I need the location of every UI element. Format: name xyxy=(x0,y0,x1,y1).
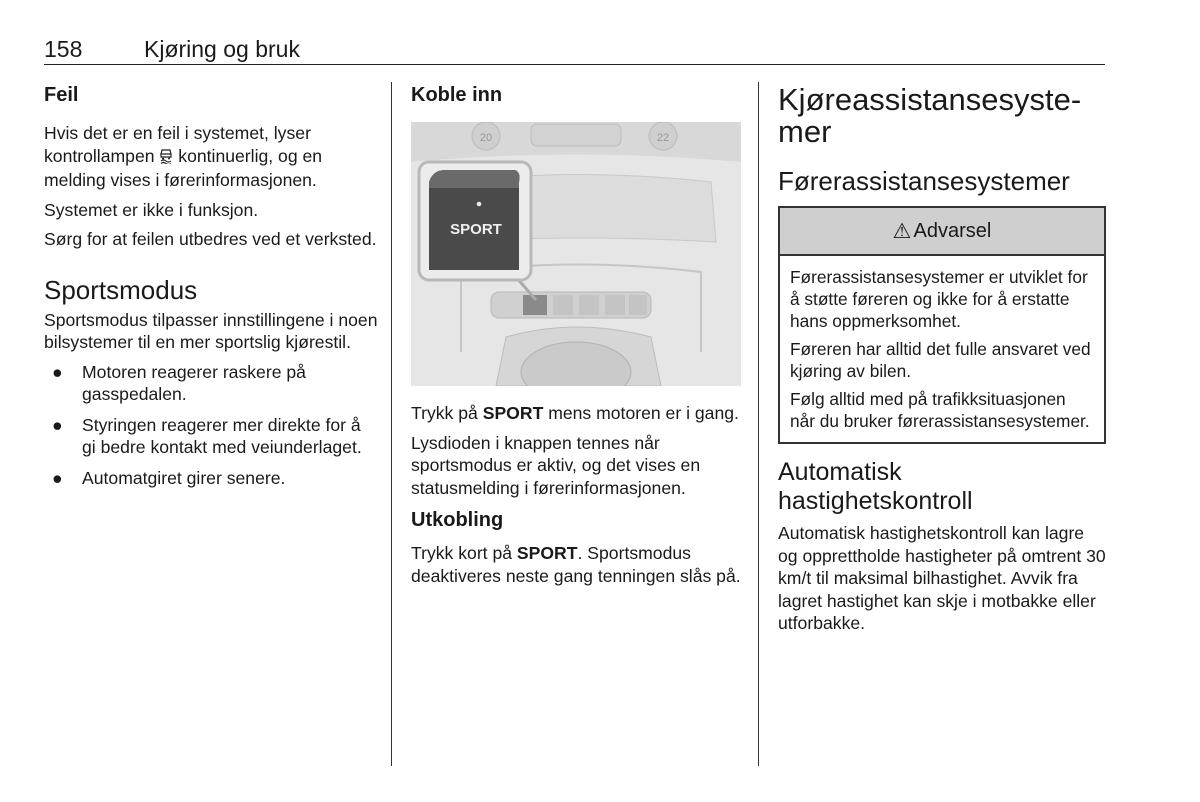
paragraph: Lysdioden i knappen tennes når sportsmodus er aktiv, og det vises en statusmelding i førerinformasjonen. xyxy=(411,432,701,498)
paragraph: Hvis det er en feil i systemet, lyser kontrollampen kontinuerlig, og en melding vises i førerinformasjonen. xyxy=(44,123,323,190)
bullet-icon: ● xyxy=(52,361,63,382)
column-divider xyxy=(391,82,392,766)
page-header xyxy=(44,34,1105,65)
column-middle xyxy=(411,82,741,594)
section-heading-sportsmodus: Sportsmodus xyxy=(44,274,198,305)
paragraph: Trykk kort på SPORT. Sportsmodus deaktiveres neste gang tenningen slås på. xyxy=(411,543,741,586)
list-item: ● Styringen reagerer mer direkte for å gi bedre kontakt med veiunderlaget. xyxy=(52,414,362,457)
section-heading: Automatisk hastighetskontroll xyxy=(778,458,973,515)
column-left xyxy=(44,82,378,497)
paragraph: Førerassistansesystemer er utviklet for å støtte føreren og ikke for å erstatte hans oppmerksomhet. xyxy=(790,267,1088,331)
warning-triangle-icon: ⚠ xyxy=(892,219,912,243)
chapter-title: Kjøring og bruk xyxy=(144,36,300,62)
bullet-icon: ● xyxy=(52,414,63,435)
sport-button-illustration xyxy=(411,122,741,386)
paragraph: Sportsmodus tilpasser innstillingene i noen bilsystemer til en mer sportslig kjørestil. xyxy=(44,309,378,352)
section-heading-utkobling: Utkobling xyxy=(411,509,504,531)
warning-header xyxy=(780,208,1104,256)
section-heading-feil: Feil xyxy=(44,84,79,106)
list-item: ● Automatgiret girer senere. xyxy=(52,467,286,488)
warning-title: Advarsel xyxy=(913,219,992,242)
list-item: ● Motoren reagerer raskere på gasspedalen. xyxy=(52,361,306,404)
dial-right-label: 22 xyxy=(656,132,670,144)
section-heading-koble-inn: Koble inn xyxy=(411,84,503,106)
bullet-icon: ● xyxy=(52,467,63,488)
warning-body xyxy=(780,256,1104,442)
sport-button-label: SPORT xyxy=(450,221,502,238)
paragraph: Følg alltid med på trafikksituasjonen når du bruker førerassistansesystemer. xyxy=(790,389,1090,431)
paragraph: Automatisk hastighetskontroll kan lagre og opprettholde hastigheter på omtrent 30 km/t til maksimal bilhastighet. Avvik fra lagret hastighet kan skje i motbakke eller utforbakke. xyxy=(778,523,1106,633)
paragraph: Systemet er ikke i funksjon. xyxy=(44,199,259,220)
page-number: 158 xyxy=(44,36,83,62)
paragraph: Sørg for at feilen utbedres ved et verksted. xyxy=(44,229,377,249)
column-divider xyxy=(758,82,759,766)
warning-lamp-icon xyxy=(159,147,173,170)
paragraph: Trykk på SPORT mens motoren er i gang. xyxy=(411,403,739,423)
chapter-heading: Kjøreassistansesyste- mer xyxy=(778,82,1082,149)
bullet-list xyxy=(44,361,378,490)
column-right xyxy=(778,82,1106,642)
warning-box xyxy=(778,206,1106,444)
paragraph: Føreren har alltid det fulle ansvaret ved kjøring av bilen. xyxy=(790,339,1091,381)
section-heading: Førerassistansesystemer xyxy=(778,166,1070,196)
dial-left-label: 20 xyxy=(479,132,493,144)
